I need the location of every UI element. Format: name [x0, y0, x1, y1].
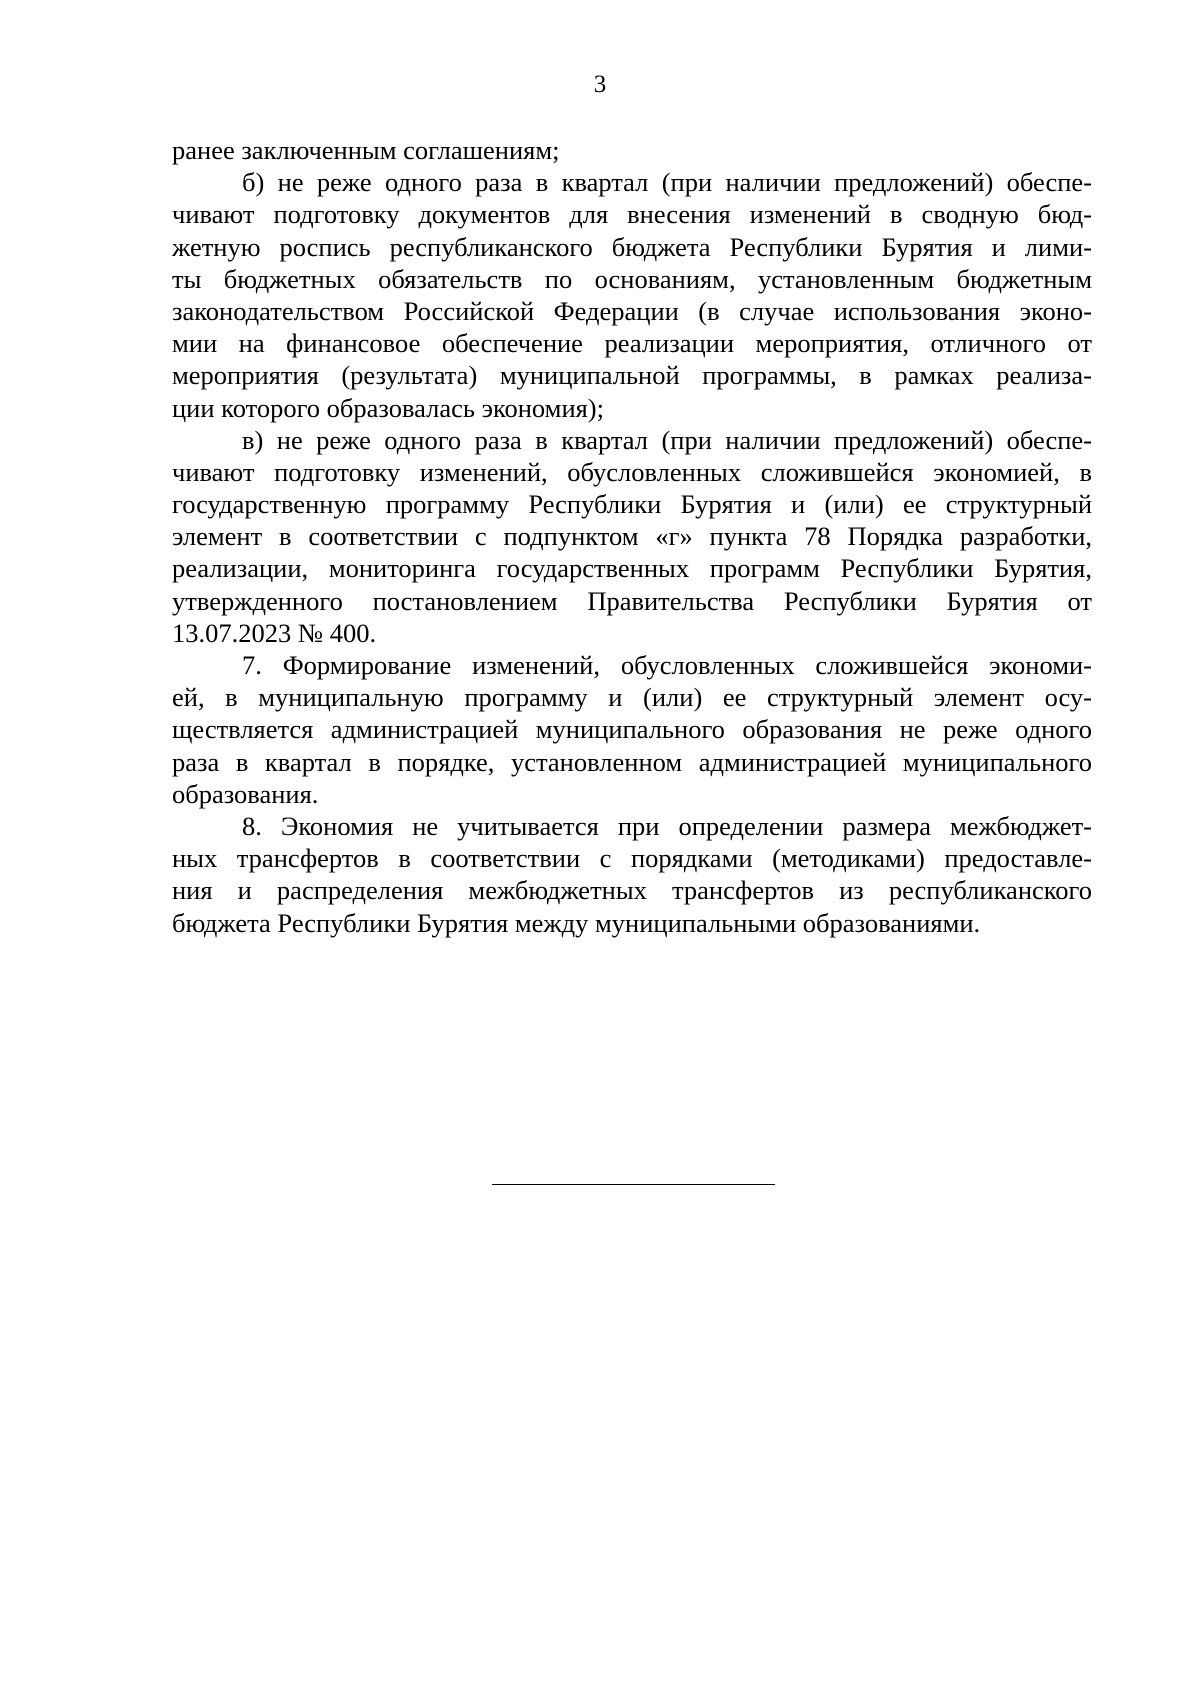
end-of-document-rule [492, 1184, 775, 1185]
text-line: в) не реже одного раза в квартал (при наличии предложений) обеспе- [242, 424, 1092, 455]
text-line: ции которого образовалась экономия); [172, 392, 604, 423]
text-line: ния и распределения межбюджетных трансфертов из республиканского [172, 875, 1092, 906]
text-line: ществляется администрацией муниципального образования не реже одного [172, 714, 1092, 745]
text-line: 13.07.2023 № 400. [172, 617, 377, 648]
text-line: б) не реже одного раза в квартал (при наличии предложений) обеспе- [242, 167, 1092, 198]
text-line: раза в квартал в порядке, установленном администрацией муниципального [172, 746, 1092, 777]
document-body [172, 134, 1092, 939]
text-line: бюджета Республики Бурятия между муниципальными образованиями. [172, 907, 981, 938]
text-line: чивают подготовку изменений, обусловленных сложившейся экономией, в [172, 456, 1092, 487]
text-line: государственную программу Республики Бурятия и (или) ее структурный [172, 489, 1092, 520]
text-line: жетную роспись республиканского бюджета Республики Бурятия и лими- [172, 231, 1092, 262]
text-line: 8. Экономия не учитывается при определении размера межбюджет- [242, 810, 1092, 841]
text-line: мероприятия (результата) муниципальной программы, в рамках реализа- [172, 360, 1092, 391]
text-line: ранее заключенным соглашениям; [172, 135, 560, 165]
text-line: ей, в муниципальную программу и (или) ее структурный элемент осу- [172, 682, 1092, 713]
text-line: мии на финансовое обеспечение реализации мероприятия, отличного от [172, 328, 1092, 359]
text-line: ты бюджетных обязательств по основаниям, установленным бюджетным [172, 263, 1092, 294]
text-line: чивают подготовку документов для внесения изменений в сводную бюд- [172, 199, 1092, 230]
text-line: ных трансфертов в соответствии с порядками (методиками) предоставле- [172, 843, 1092, 874]
text-line: утвержденного постановлением Правительства Республики Бурятия от [172, 585, 1092, 616]
text-line: законодательством Российской Федерации (в случае использования эконо- [172, 295, 1092, 326]
text-line: элемент в соответствии с подпунктом «г» пункта 78 Порядка разработки, [172, 521, 1092, 552]
text-line: образования. [172, 778, 319, 809]
page-number: 3 [593, 71, 607, 98]
text-line: реализации, мониторинга государственных программ Республики Бурятия, [172, 553, 1092, 584]
text-line: 7. Формирование изменений, обусловленных сложившейся экономи- [242, 650, 1092, 680]
